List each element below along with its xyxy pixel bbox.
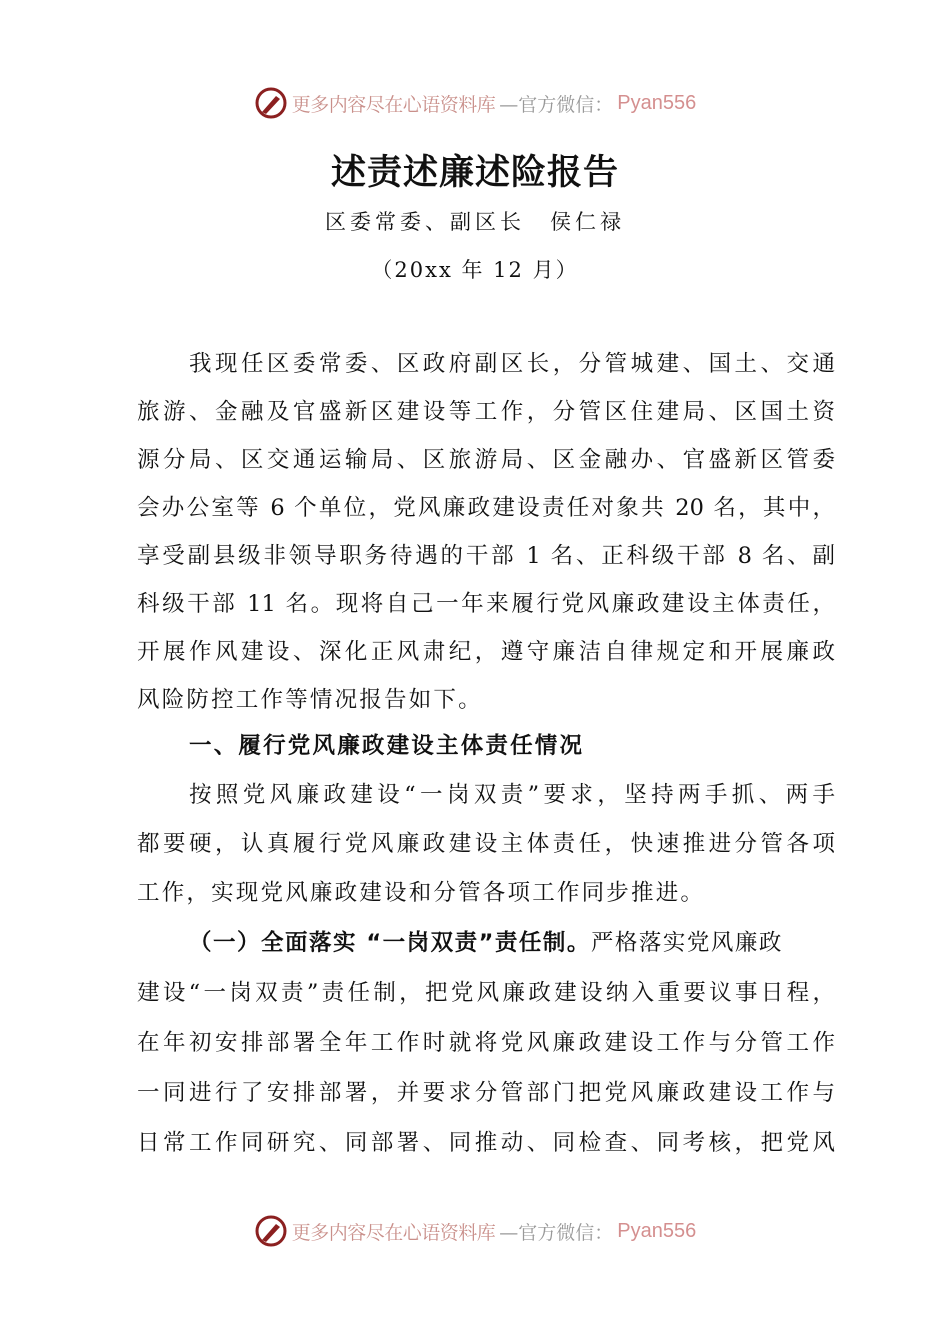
- paragraph-line: 会办公室等 6 个单位，党风廉政建设责任对象共 20 名，其中，: [137, 495, 835, 521]
- watermark-text: 更多内容尽在心语资料库: [291, 93, 496, 116]
- pen-logo-icon: [254, 86, 288, 120]
- watermark-separator: —官方微信：: [499, 1221, 614, 1244]
- paragraph-line: 风险防控工作等情况报告如下。: [137, 687, 483, 713]
- subsection-heading: （一）全面落实 “一岗双责”责任制。: [189, 930, 591, 956]
- watermark-header: [0, 86, 950, 120]
- paragraph-line: 享受副县级非领导职务待遇的干部 1 名、正科级干部 8 名、副: [137, 543, 835, 569]
- watermark-wechat-id: Pyan556: [617, 91, 697, 114]
- watermark-separator: —官方微信：: [499, 93, 614, 116]
- paragraph-line: 科级干部 11 名。现将自己一年来履行党风廉政建设主体责任，: [137, 591, 835, 617]
- paragraph-text: 严格落实党风廉政: [590, 930, 783, 956]
- subsection-first-line: [189, 928, 835, 958]
- paragraph-line: 按照党风廉政建设“一岗双责”要求，坚持两手抓、两手: [189, 782, 835, 808]
- watermark-wechat-id: Pyan556: [617, 1219, 697, 1242]
- watermark-footer: [0, 1214, 950, 1248]
- paragraph-line: 源分局、区交通运输局、区旅游局、区金融办、官盛新区管委: [137, 447, 835, 473]
- document-title: 述责述廉述险报告: [330, 152, 619, 193]
- paragraph-line: 我现任区委常委、区政府副区长，分管城建、国土、交通: [189, 351, 835, 377]
- paragraph-line: 旅游、金融及官盛新区建设等工作，分管区住建局、区国土资: [137, 399, 835, 425]
- paragraph-line: 日常工作同研究、同部署、同推动、同检查、同考核，把党风: [137, 1130, 835, 1156]
- section-heading: 一、履行党风廉政建设主体责任情况: [189, 733, 585, 759]
- paragraph-line: 一同进行了安排部署，并要求分管部门把党风廉政建设工作与: [137, 1080, 835, 1106]
- author-line: 区委常委、副区长 侯仁禄: [325, 210, 625, 234]
- paragraph-line: 在年初安排部署全年工作时就将党风廉政建设工作与分管工作: [137, 1030, 835, 1056]
- pen-logo-icon: [254, 1214, 288, 1248]
- paragraph-line: 建设“一岗双责”责任制，把党风廉政建设纳入重要议事日程，: [137, 980, 835, 1006]
- paragraph-line: 开展作风建设、深化正风肃纪，遵守廉洁自律规定和开展廉政: [137, 639, 835, 665]
- paragraph-line: 都要硬，认真履行党风廉政建设主体责任，快速推进分管各项: [137, 831, 835, 857]
- date-line: （20xx 年 12 月）: [371, 258, 579, 282]
- watermark-text: 更多内容尽在心语资料库: [291, 1221, 496, 1244]
- paragraph-line: 工作，实现党风廉政建设和分管各项工作同步推进。: [137, 880, 706, 906]
